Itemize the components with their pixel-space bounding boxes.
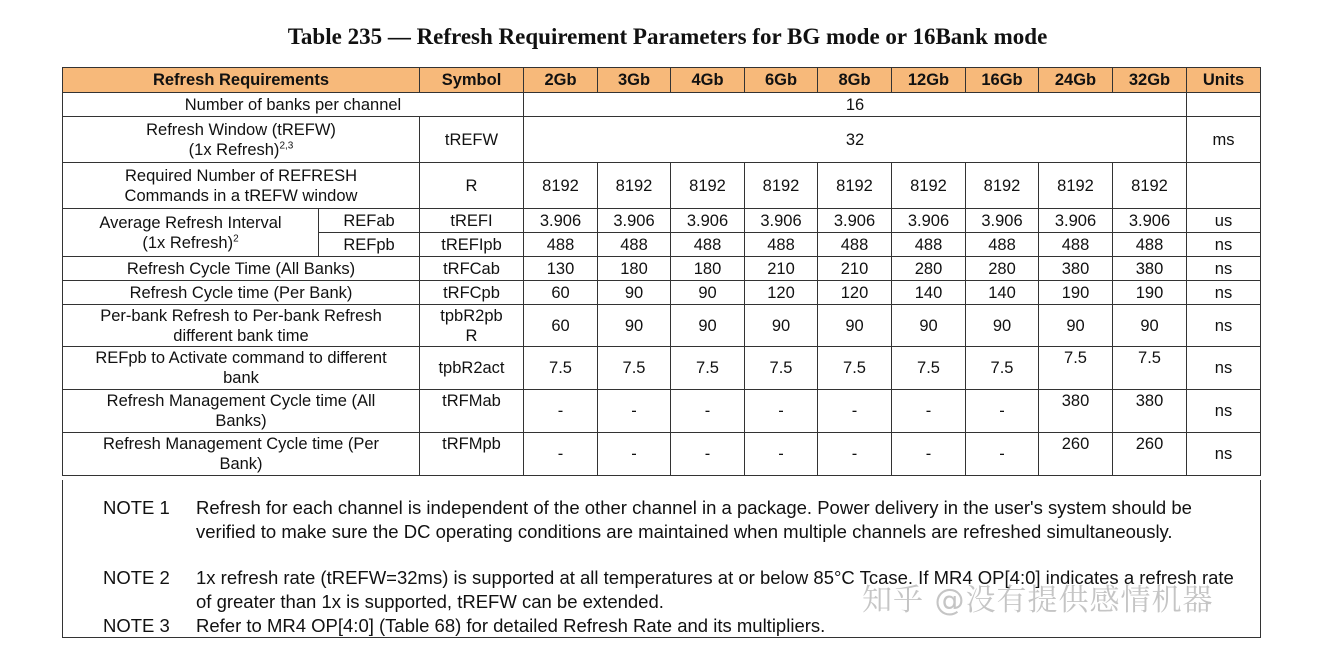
row-label: Required Number of REFRESH Commands in a tREFW window <box>63 163 420 209</box>
table-row <box>63 163 1261 209</box>
table-cell: 190 <box>1039 281 1113 305</box>
row-unit <box>1187 163 1261 209</box>
table-cell: - <box>524 433 598 476</box>
table-cell: 488 <box>966 233 1039 257</box>
table-cell: 90 <box>598 281 671 305</box>
table-cell: 90 <box>966 305 1039 347</box>
table-cell: 7.5 <box>966 347 1039 390</box>
table-cell: 90 <box>1113 305 1187 347</box>
table-cell: 488 <box>524 233 598 257</box>
table-cell: - <box>966 433 1039 476</box>
table-cell: 488 <box>598 233 671 257</box>
table-cell: 488 <box>1039 233 1113 257</box>
row-label: Per-bank Refresh to Per-bank Refresh different bank time <box>63 305 420 347</box>
table-cell: - <box>892 390 966 433</box>
table-cell: 210 <box>745 257 818 281</box>
row-label: REFpb to Activate command to different bank <box>63 347 420 390</box>
table-row <box>63 257 1261 281</box>
table-cell: 90 <box>598 305 671 347</box>
note-label: NOTE 2 <box>103 567 170 588</box>
note-label: NOTE 3 <box>103 615 170 636</box>
table-cell: 130 <box>524 257 598 281</box>
row-symbol: tRFMab <box>420 390 524 433</box>
table-cell: 210 <box>818 257 892 281</box>
row-unit <box>1187 93 1261 117</box>
header-refresh-requirements: Refresh Requirements <box>63 68 420 93</box>
table-cell: 488 <box>745 233 818 257</box>
table-cell: 60 <box>524 305 598 347</box>
table-row <box>63 281 1261 305</box>
table-cell: 280 <box>892 257 966 281</box>
table-cell: 280 <box>966 257 1039 281</box>
table-cell: 3.906 <box>818 209 892 233</box>
row-unit: ns <box>1187 305 1261 347</box>
table-cell: 380 <box>1039 390 1113 433</box>
table-cell: 260 <box>1113 433 1187 476</box>
table-row <box>63 93 1261 117</box>
table-cell: - <box>818 390 892 433</box>
table-cell: 380 <box>1113 257 1187 281</box>
table-cell: 120 <box>745 281 818 305</box>
table-cell: 3.906 <box>1113 209 1187 233</box>
table-cell: 90 <box>1039 305 1113 347</box>
table-cell: 8192 <box>598 163 671 209</box>
table-cell: - <box>966 390 1039 433</box>
row-unit: ns <box>1187 433 1261 476</box>
header-6gb: 6Gb <box>745 68 818 93</box>
header-2gb: 2Gb <box>524 68 598 93</box>
table-cell: 260 <box>1039 433 1113 476</box>
table-cell: 8192 <box>1113 163 1187 209</box>
header-units: Units <box>1187 68 1261 93</box>
row-unit: ns <box>1187 347 1261 390</box>
table-row <box>63 305 1261 347</box>
table-cell: 488 <box>671 233 745 257</box>
row-symbol: R <box>420 163 524 209</box>
table-cell: - <box>745 390 818 433</box>
table-cell: 140 <box>966 281 1039 305</box>
row-symbol: tRFMpb <box>420 433 524 476</box>
table-cell: 3.906 <box>966 209 1039 233</box>
note-label: NOTE 1 <box>103 497 170 518</box>
refresh-requirements-table <box>62 67 1261 476</box>
header-24gb: 24Gb <box>1039 68 1113 93</box>
row-symbol: tpbR2act <box>420 347 524 390</box>
table-cell: 488 <box>1113 233 1187 257</box>
row-label: Refresh Window (tREFW) (1x Refresh)$^{2,3}$ <box>63 117 420 163</box>
table-cell: 3.906 <box>745 209 818 233</box>
header-12gb: 12Gb <box>892 68 966 93</box>
table-cell: - <box>524 390 598 433</box>
table-cell: 3.906 <box>598 209 671 233</box>
table-cell: 8192 <box>818 163 892 209</box>
table-cell: 7.5 <box>1113 347 1187 390</box>
header-32gb: 32Gb <box>1113 68 1187 93</box>
table-cell: - <box>671 433 745 476</box>
table-cell: 3.906 <box>524 209 598 233</box>
table-cell: 3.906 <box>892 209 966 233</box>
row-unit: ms <box>1187 117 1261 163</box>
row-label: Refresh Cycle time (Per Bank) <box>63 281 420 305</box>
table-cell: 7.5 <box>1039 347 1113 390</box>
zhihu-watermark: 知乎 @没有提供感情机器 <box>862 583 1214 618</box>
table-cell: 8192 <box>966 163 1039 209</box>
table-cell: 8192 <box>671 163 745 209</box>
table-cell: 7.5 <box>818 347 892 390</box>
table-row <box>63 390 1261 433</box>
header-16gb: 16Gb <box>966 68 1039 93</box>
table-cell: 380 <box>1039 257 1113 281</box>
table-row <box>63 433 1261 476</box>
note-text: Refer to MR4 OP[4:0] (Table 68) for detailed Refresh Rate and its multipliers. <box>196 615 826 636</box>
table-cell: 60 <box>524 281 598 305</box>
table-row <box>63 209 1261 233</box>
table-cell: 3.906 <box>671 209 745 233</box>
table-title: Table 235 — Refresh Requirement Parameters for BG mode or 16Bank mode <box>287 24 1048 49</box>
header-8gb: 8Gb <box>818 68 892 93</box>
table-cell: 90 <box>892 305 966 347</box>
row-unit: ns <box>1187 257 1261 281</box>
table-cell: 7.5 <box>671 347 745 390</box>
row-sublabel: REFab <box>319 209 420 233</box>
note-text: 1x refresh rate (tREFW=32ms) is supported at all temperatures at or below 85°C Tcase. If MR4 OP[4:0] indicates a refresh rate of greater than 1x is supported, tREFW can be extended. <box>196 567 1234 612</box>
table-cell: 180 <box>671 257 745 281</box>
row-label: Number of banks per channel <box>63 93 524 117</box>
row-value: 32 <box>524 117 1187 163</box>
row-symbol: tRFCpb <box>420 281 524 305</box>
table-cell: 190 <box>1113 281 1187 305</box>
row-symbol: tpbR2pb R <box>420 305 524 347</box>
row-unit: ns <box>1187 390 1261 433</box>
table-cell: 7.5 <box>598 347 671 390</box>
table-row <box>63 347 1261 390</box>
table-cell: 90 <box>745 305 818 347</box>
table-cell: 8192 <box>892 163 966 209</box>
header-symbol: Symbol <box>420 68 524 93</box>
row-label: Average Refresh Interval (1x Refresh)$^2$ <box>63 209 319 257</box>
row-label: Refresh Management Cycle time (Per Bank) <box>63 433 420 476</box>
table-cell: 7.5 <box>892 347 966 390</box>
header-row <box>63 68 1261 93</box>
table-cell: 8192 <box>524 163 598 209</box>
table-cell: 7.5 <box>524 347 598 390</box>
table-cell: 90 <box>671 281 745 305</box>
table-cell: 3.906 <box>1039 209 1113 233</box>
table-cell: - <box>892 433 966 476</box>
row-symbol: tREFI <box>420 209 524 233</box>
note-text: Refresh for each channel is independent of the other channel in a package. Power delivery in the user's system should be verified to make sure the DC operating conditions are maintained when multiple channels are refreshed simultaneously. <box>196 497 1192 542</box>
row-unit: us <box>1187 209 1261 233</box>
table-cell: 90 <box>818 305 892 347</box>
table-cell: - <box>671 390 745 433</box>
table-cell: 90 <box>671 305 745 347</box>
table-cell: 180 <box>598 257 671 281</box>
row-label: Refresh Management Cycle time (All Banks) <box>63 390 420 433</box>
table-cell: 140 <box>892 281 966 305</box>
header-3gb: 3Gb <box>598 68 671 93</box>
row-label: Refresh Cycle Time (All Banks) <box>63 257 420 281</box>
table-cell: - <box>745 433 818 476</box>
table-cell: 120 <box>818 281 892 305</box>
table-cell: 488 <box>892 233 966 257</box>
table-cell: 8192 <box>745 163 818 209</box>
table-cell: 380 <box>1113 390 1187 433</box>
table-cell: 7.5 <box>745 347 818 390</box>
row-symbol: tRFCab <box>420 257 524 281</box>
table-row <box>63 117 1261 163</box>
row-symbol: tREFW <box>420 117 524 163</box>
table-cell: 488 <box>818 233 892 257</box>
table-cell: - <box>598 433 671 476</box>
table-cell: - <box>598 390 671 433</box>
table-cell: - <box>818 433 892 476</box>
row-sublabel: REFpb <box>319 233 420 257</box>
header-4gb: 4Gb <box>671 68 745 93</box>
row-unit: ns <box>1187 233 1261 257</box>
table-cell: 8192 <box>1039 163 1113 209</box>
row-unit: ns <box>1187 281 1261 305</box>
row-symbol: tREFIpb <box>420 233 524 257</box>
row-value: 16 <box>524 93 1187 117</box>
